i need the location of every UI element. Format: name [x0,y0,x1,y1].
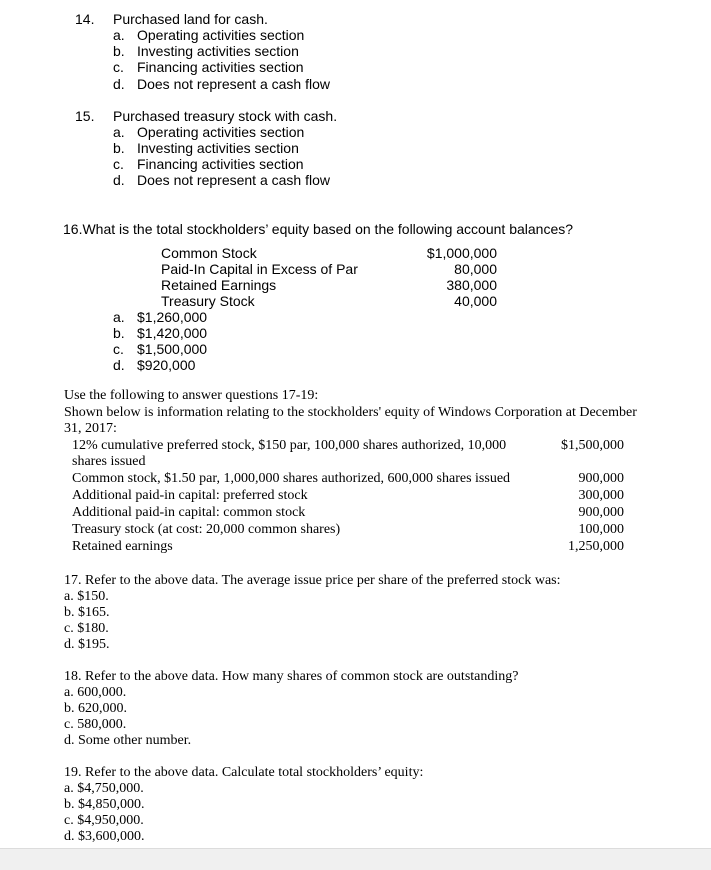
option-text: Does not represent a cash flow [137,76,330,92]
option-c [113,59,304,75]
option-b [113,43,299,59]
option-text: $1,260,000 [137,309,208,325]
question-stem: 17. Refer to the above data. The average issue price per share of the preferred stock was: [64,573,561,588]
option-letter: c. [113,341,124,357]
equity-value: 900,000 [578,505,624,520]
equity-value: 100,000 [578,522,624,537]
option-letter: d. [113,172,125,188]
option-text: $1,500,000 [137,341,208,357]
option-a: a. $150. [64,589,109,604]
option-letter: a. [113,27,125,43]
option-text: $920,000 [137,357,196,373]
option-letter: c. [113,156,124,172]
equity-label: Additional paid-in capital: preferred stock [72,488,308,503]
balance-value: 80,000 [454,261,497,277]
balance-row [161,245,497,261]
equity-value: 900,000 [578,471,624,486]
option-a [113,309,207,325]
option-letter: b. [113,325,125,341]
balance-value: 380,000 [446,277,497,293]
question-stem: Purchased land for cash. [113,11,268,27]
balance-row [161,261,497,277]
option-d: d. $195. [64,637,110,652]
question-stem: 16.What is the total stockholders’ equity based on the following account balances? [63,221,574,237]
option-c: c. 580,000. [64,717,127,732]
option-d: d. Some other number. [64,733,192,748]
balance-name: Retained Earnings [161,277,277,293]
balance-row [161,277,497,293]
option-text: Financing activities section [137,59,304,75]
option-d [113,172,330,188]
equity-label: shares issued [72,454,146,469]
balances-table [161,245,497,313]
option-text: Does not represent a cash flow [137,172,330,188]
option-c [113,341,207,357]
option-c: c. $180. [64,621,109,636]
option-text: Investing activities section [137,140,299,156]
intro-line: Shown below is information relating to the stockholders' equity of Windows Corporation at December [64,405,637,420]
equity-label: Common stock, $1.50 par, 1,000,000 shares authorized, 600,000 shares issued [72,471,511,486]
option-text: Operating activities section [137,27,305,43]
option-b [113,140,299,156]
option-a: a. 600,000. [64,685,127,700]
option-a [113,27,304,43]
option-letter: a. [113,124,125,140]
question-number: 15. [75,108,95,124]
option-b: b. 620,000. [64,701,127,716]
option-b: b. $165. [64,605,110,620]
option-b: b. $4,850,000. [64,797,145,812]
option-text: Financing activities section [137,156,304,172]
equity-value: $1,500,000 [561,438,624,453]
page-footer-bar [0,848,711,870]
option-a [113,124,304,140]
option-c: c. $4,950,000. [64,813,144,828]
intro-line: Use the following to answer questions 17-19: [64,388,319,403]
question-stem: 18. Refer to the above data. How many shares of common stock are outstanding? [64,669,519,684]
balance-value: 40,000 [454,293,497,309]
option-letter: d. [113,357,125,373]
question-stem: 19. Refer to the above data. Calculate total stockholders’ equity: [64,765,424,780]
option-c [113,156,304,172]
option-d: d. $3,600,000. [64,829,145,844]
option-letter: c. [113,59,124,75]
option-text: $1,420,000 [137,325,208,341]
option-d [113,76,330,92]
equity-label: Treasury stock (at cost: 20,000 common shares) [72,522,341,537]
option-letter: d. [113,76,125,92]
balance-name: Common Stock [161,245,257,261]
equity-value: 1,250,000 [568,539,624,554]
balance-row [161,293,497,309]
balance-name: Paid-In Capital in Excess of Par [161,261,358,277]
equity-value: 300,000 [578,488,624,503]
option-b [113,325,207,341]
option-d [113,357,195,373]
option-a: a. $4,750,000. [64,781,144,796]
equity-label: Retained earnings [72,539,173,554]
equity-label: 12% cumulative preferred stock, $150 par, 100,000 shares authorized, 10,000 [72,438,507,453]
option-letter: a. [113,309,125,325]
balance-value: $1,000,000 [426,245,497,261]
question-number: 14. [75,11,95,27]
option-letter: b. [113,43,125,59]
intro-line: 31, 2017: [64,421,117,436]
equity-label: Additional paid-in capital: common stock [72,505,306,520]
balance-name: Treasury Stock [161,293,255,309]
option-text: Operating activities section [137,124,305,140]
option-letter: b. [113,140,125,156]
question-stem: Purchased treasury stock with cash. [113,108,338,124]
option-text: Investing activities section [137,43,299,59]
